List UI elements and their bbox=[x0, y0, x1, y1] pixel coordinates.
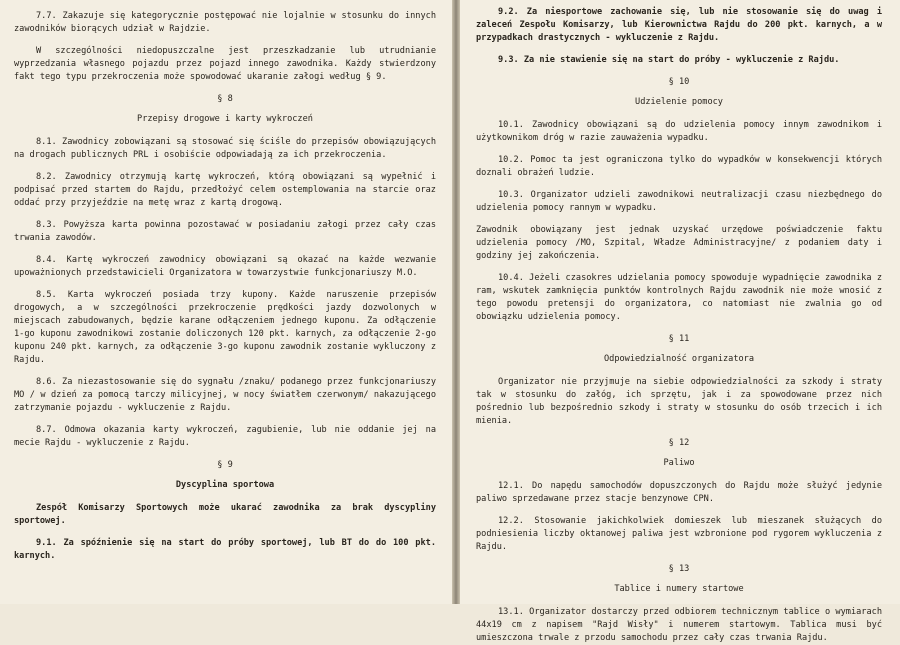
paragraph-7-7: 7.7. Zakazuje się kategorycznie postępować nie lojalnie w stosunku do innych zawodników biorących udział w Rajdzie. bbox=[14, 11, 436, 34]
paragraph-8-4: 8.4. Kartę wykroczeń zawodnicy obowiązani są okazać na każde wezwanie upoważnionych przedstawicieli Organizatora w towarzystwie funkcjonariuszy M.O. bbox=[14, 255, 436, 278]
section-12-number: § 12 bbox=[668, 438, 690, 448]
paragraph-10-3: 10.3. Organizator udzieli zawodnikowi neutralizacji czasu niezbędnego do udzielenia pomocy rannym w wypadku. bbox=[476, 190, 882, 213]
section-8-heading: Przepisy drogowe i karty wykroczeń bbox=[137, 114, 313, 124]
section-9-number: § 9 bbox=[217, 460, 233, 470]
paragraph-11: Organizator nie przyjmuje na siebie odpowiedzialności za szkody i straty tak w stosunku do załóg, ich sprzętu, jak i za spowodowane przez nich pośrednio lub bezpośrednio szkody i straty w stosunku do osób trzecich i ich mienia. bbox=[476, 377, 882, 426]
book-gutter bbox=[452, 0, 460, 604]
paragraph-10-4: 10.4. Jeżeli czasokres udzielania pomocy spowoduje wypadnięcie zawodnika z ram, wskutek zamknięcia punktów kontrolnych Rajdu zawodnik nie może wnosić z tego powodu pretensji do organizatora, co natomiast nie zwalnia go od obowiązku udzielenia pomocy. bbox=[476, 273, 882, 322]
paragraph-9-2: 9.2. Za niesportowe zachowanie się, lub nie stosowanie się do uwag i zaleceń Zespołu Komisarzy, lub Kierownictwa Rajdu do 200 pkt. karnych, a w przypadkach drastycznych - wykluczenie z Rajdu. bbox=[476, 7, 882, 43]
paragraph-13-1: 13.1. Organizator dostarczy przed odbiorem technicznym tablice o wymiarach 44x19 cm z napisem "Rajd Wisły" i numerem startowym. Tablica musi być umieszczona trwale z przodu samochodu przez cały czas trwania Rajdu. bbox=[476, 607, 882, 643]
paragraph-8-7: 8.7. Odmowa okazania karty wykroczeń, zagubienie, lub nie oddanie jej na mecie Rajdu - wykluczenie z Rajdu. bbox=[14, 425, 436, 448]
section-10-heading: Udzielenie pomocy bbox=[635, 97, 723, 107]
paragraph-7-7-continued: W szczególności niedopuszczalne jest przeszkadzanie lub utrudnianie wyprzedzania własnego pojazdu przez pojazd innego zawodnika. Każdy stwierdzony fakt tego typu przekroczenia może spowodować ukaranie załogi według § 9. bbox=[14, 46, 436, 82]
section-8-number: § 8 bbox=[217, 94, 233, 104]
paragraph-8-5: 8.5. Karta wykroczeń posiada trzy kupony. Każde naruszenie przepisów drogowych, a w szczególności przekroczenie prędkości jazdy dozwolonych w miejscach zabudowanych, będzie karane odłączeniem jednego kuponu. Za odłączenie 1-go kuponu zawodnikowi zostanie doliczonych 120 pkt. karnych, za odłączenie 2-go kuponu 240 pkt. karnych, za odłączenie 3-go kuponu zawodnik zostanie wykluczony z Rajdu. bbox=[14, 290, 436, 365]
paragraph-9-1: 9.1. Za spóźnienie się na start do próby sportowej, lub BT do do 100 pkt. karnych. bbox=[14, 538, 436, 561]
paragraph-10-3-continued: Zawodnik obowiązany jest jednak uzyskać urzędowe poświadczenie faktu udzielenia pomocy /MO, Szpital, Władze Administracyjne/ z podaniem daty i godziny jej zakończenia. bbox=[476, 225, 882, 261]
paragraph-8-1: 8.1. Zawodnicy zobowiązani są stosować się ściśle do przepisów obowiązujących na drogach publicznych PRL i osobiście odpowiadają za ich przekroczenia. bbox=[14, 137, 436, 160]
section-9-heading: Dyscyplina sportowa bbox=[175, 480, 275, 490]
section-13-number: § 13 bbox=[668, 564, 690, 574]
right-page bbox=[460, 0, 900, 643]
section-12-heading: Paliwo bbox=[663, 458, 695, 468]
section-13-heading: Tablice i numery startowe bbox=[614, 584, 744, 594]
paragraph-8-6: 8.6. Za niezastosowanie się do sygnału /znaku/ podanego przez funkcjonariuszy MO / w dzień za pomocą tarczy milicyjnej, w nocy światłem czerwonym/ nakazującego zatrzymanie pojazdu - wykluczenie z Rajdu. bbox=[14, 377, 436, 413]
section-11-number: § 11 bbox=[668, 334, 690, 344]
paragraph-9-intro: Zespół Komisarzy Sportowych może ukarać zawodnika za brak dyscypliny sportowej. bbox=[14, 503, 436, 526]
paragraph-10-2: 10.2. Pomoc ta jest ograniczona tylko do wypadków w konsekwencji których doznali obrażeń ludzie. bbox=[476, 155, 882, 178]
paragraph-10-1: 10.1. Zawodnicy obowiązani są do udzielenia pomocy innym zawodnikom i użytkownikom dróg w razie zauważenia wypadku. bbox=[476, 120, 882, 143]
paragraph-8-3: 8.3. Powyższa karta powinna pozostawać w posiadaniu załogi przez cały czas trwania zawodów. bbox=[14, 220, 436, 243]
left-page bbox=[0, 0, 452, 604]
section-10-number: § 10 bbox=[668, 77, 690, 87]
paragraph-12-1: 12.1. Do napędu samochodów dopuszczonych do Rajdu może służyć jedynie paliwo sprzedawane przez stacje benzynowe CPN. bbox=[476, 481, 882, 504]
paragraph-12-2: 12.2. Stosowanie jakichkolwiek domieszek lub mieszanek służących do podniesienia liczby oktanowej paliwa jest wzbronione pod rygorem wykluczenia z Rajdu. bbox=[476, 516, 882, 552]
section-11-heading: Odpowiedzialność organizatora bbox=[603, 354, 755, 364]
paragraph-9-3: 9.3. Za nie stawienie się na start do próby - wykluczenie z Rajdu. bbox=[498, 55, 840, 65]
paragraph-8-2: 8.2. Zawodnicy otrzymują kartę wykroczeń, którą obowiązani są wypełnić i podpisać przed startem do Rajdu, przedłożyć celem ostemplowania na starcie oraz oddać przy przyjeździe na metę wraz z kartą drogową. bbox=[14, 172, 436, 208]
